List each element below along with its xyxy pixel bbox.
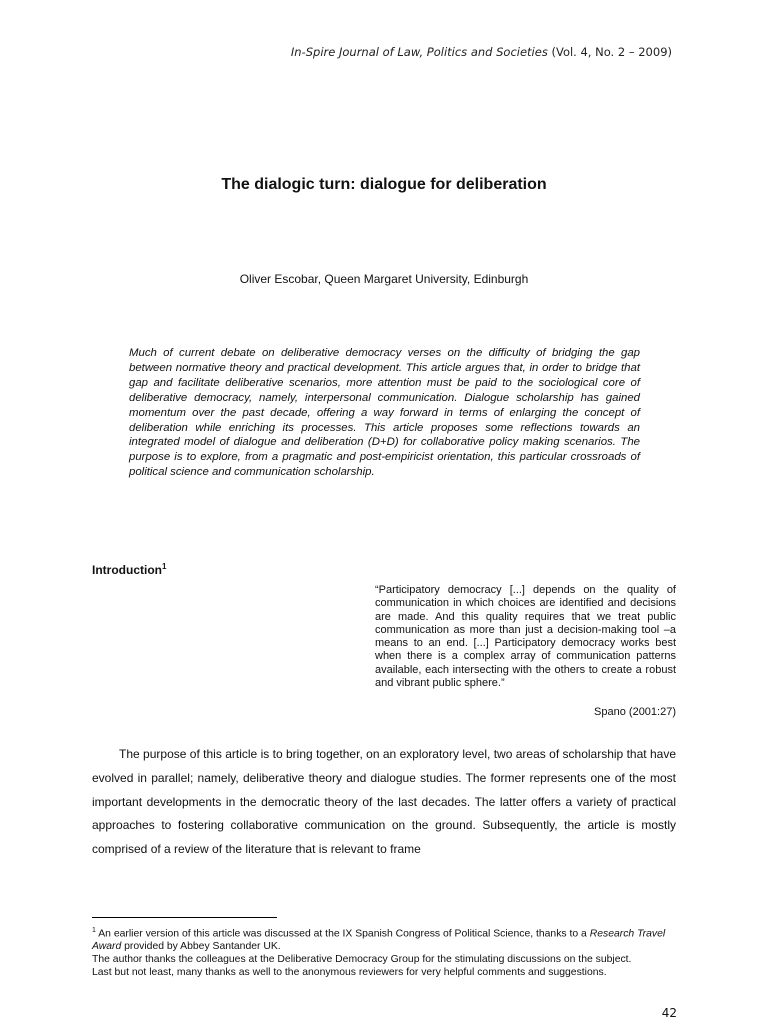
article-title: The dialogic turn: dialogue for deliberation [221, 176, 547, 193]
footnote-1-text-b: provided by Abbey Santander UK. [121, 941, 281, 953]
footnote-1-reviewers: Last but not least, many thanks as well to the anonymous reviewers for very helpful comments and suggestions. [92, 967, 607, 979]
abstract: Much of current debate on deliberative democracy verses on the difficulty of bridging the gap between normative theory and practical development. This article argues that, in order to bridge that gap and facilitate deliberative scenarios, more attention must be paid to the sociological core of deliberative democracy, namely, interpersonal communication. Dialogue scholarship has gained momentum over the past decade, offering a way forward in terms of enlarging the concept of deliberation while enriching its processes. This article proposes some reflections towards an integrated model of dialogue and deliberation (D+D) for collaborative policy making scenarios. The purpose is to explore, from a pragmatic and post-empiricist orientation, this particular crossroads of political science and communication scholarship. [129, 347, 640, 479]
footnote-reference[interactable]: 1 [161, 562, 167, 571]
section-heading-text: Introduction [92, 563, 162, 577]
journal-name: In-Spire Journal of Law, Politics and Societies [290, 45, 548, 59]
body-paragraph: The purpose of this article is to bring together, on an exploratory level, two areas of scholarship that have evolved in parallel; namely, deliberative theory and dialogue studies. The former represents one of the most important developments in the democratic theory of the last decades. The latter offers a variety of practical approaches to fostering collaborative communication on the ground. Subsequently, the article is mostly comprised of a review of the literature that is relevant to frame [92, 747, 676, 857]
page-number: 42 [661, 1006, 677, 1020]
footnote-1 [92, 924, 676, 953]
running-header [291, 45, 672, 59]
epigraph-quote: “Participatory democracy [...] depends on the quality of communication in which choices are identified and decisions are made. And this quality requires that we treat public communication as more than just a decision-making tool –a means to an end. [...] Participatory democracy works best when there is a complex array of communication patterns available, each intersecting with the others to create a robust and vibrant public sphere.” [375, 584, 676, 690]
footnote-mark: 1 [92, 927, 96, 934]
author-affiliation: Oliver Escobar, Queen Margaret University, Edinburgh [239, 272, 529, 286]
epigraph-source: Spano (2001:27) [594, 706, 676, 718]
footnotes [92, 924, 676, 979]
footnote-divider [92, 917, 277, 918]
volume-info: (Vol. 4, No. 2 – 2009) [551, 45, 672, 59]
footnote-1-text-a: An earlier version of this article was discussed at the IX Spanish Congress of Political Science, thanks to a [95, 928, 590, 940]
section-heading-introduction [92, 562, 166, 577]
footnote-1-award: Research Travel Award [92, 928, 666, 953]
footnote-1-thanks: The author thanks the colleagues at the Deliberative Democracy Group for the stimulating discussions on the subject. [92, 954, 632, 966]
